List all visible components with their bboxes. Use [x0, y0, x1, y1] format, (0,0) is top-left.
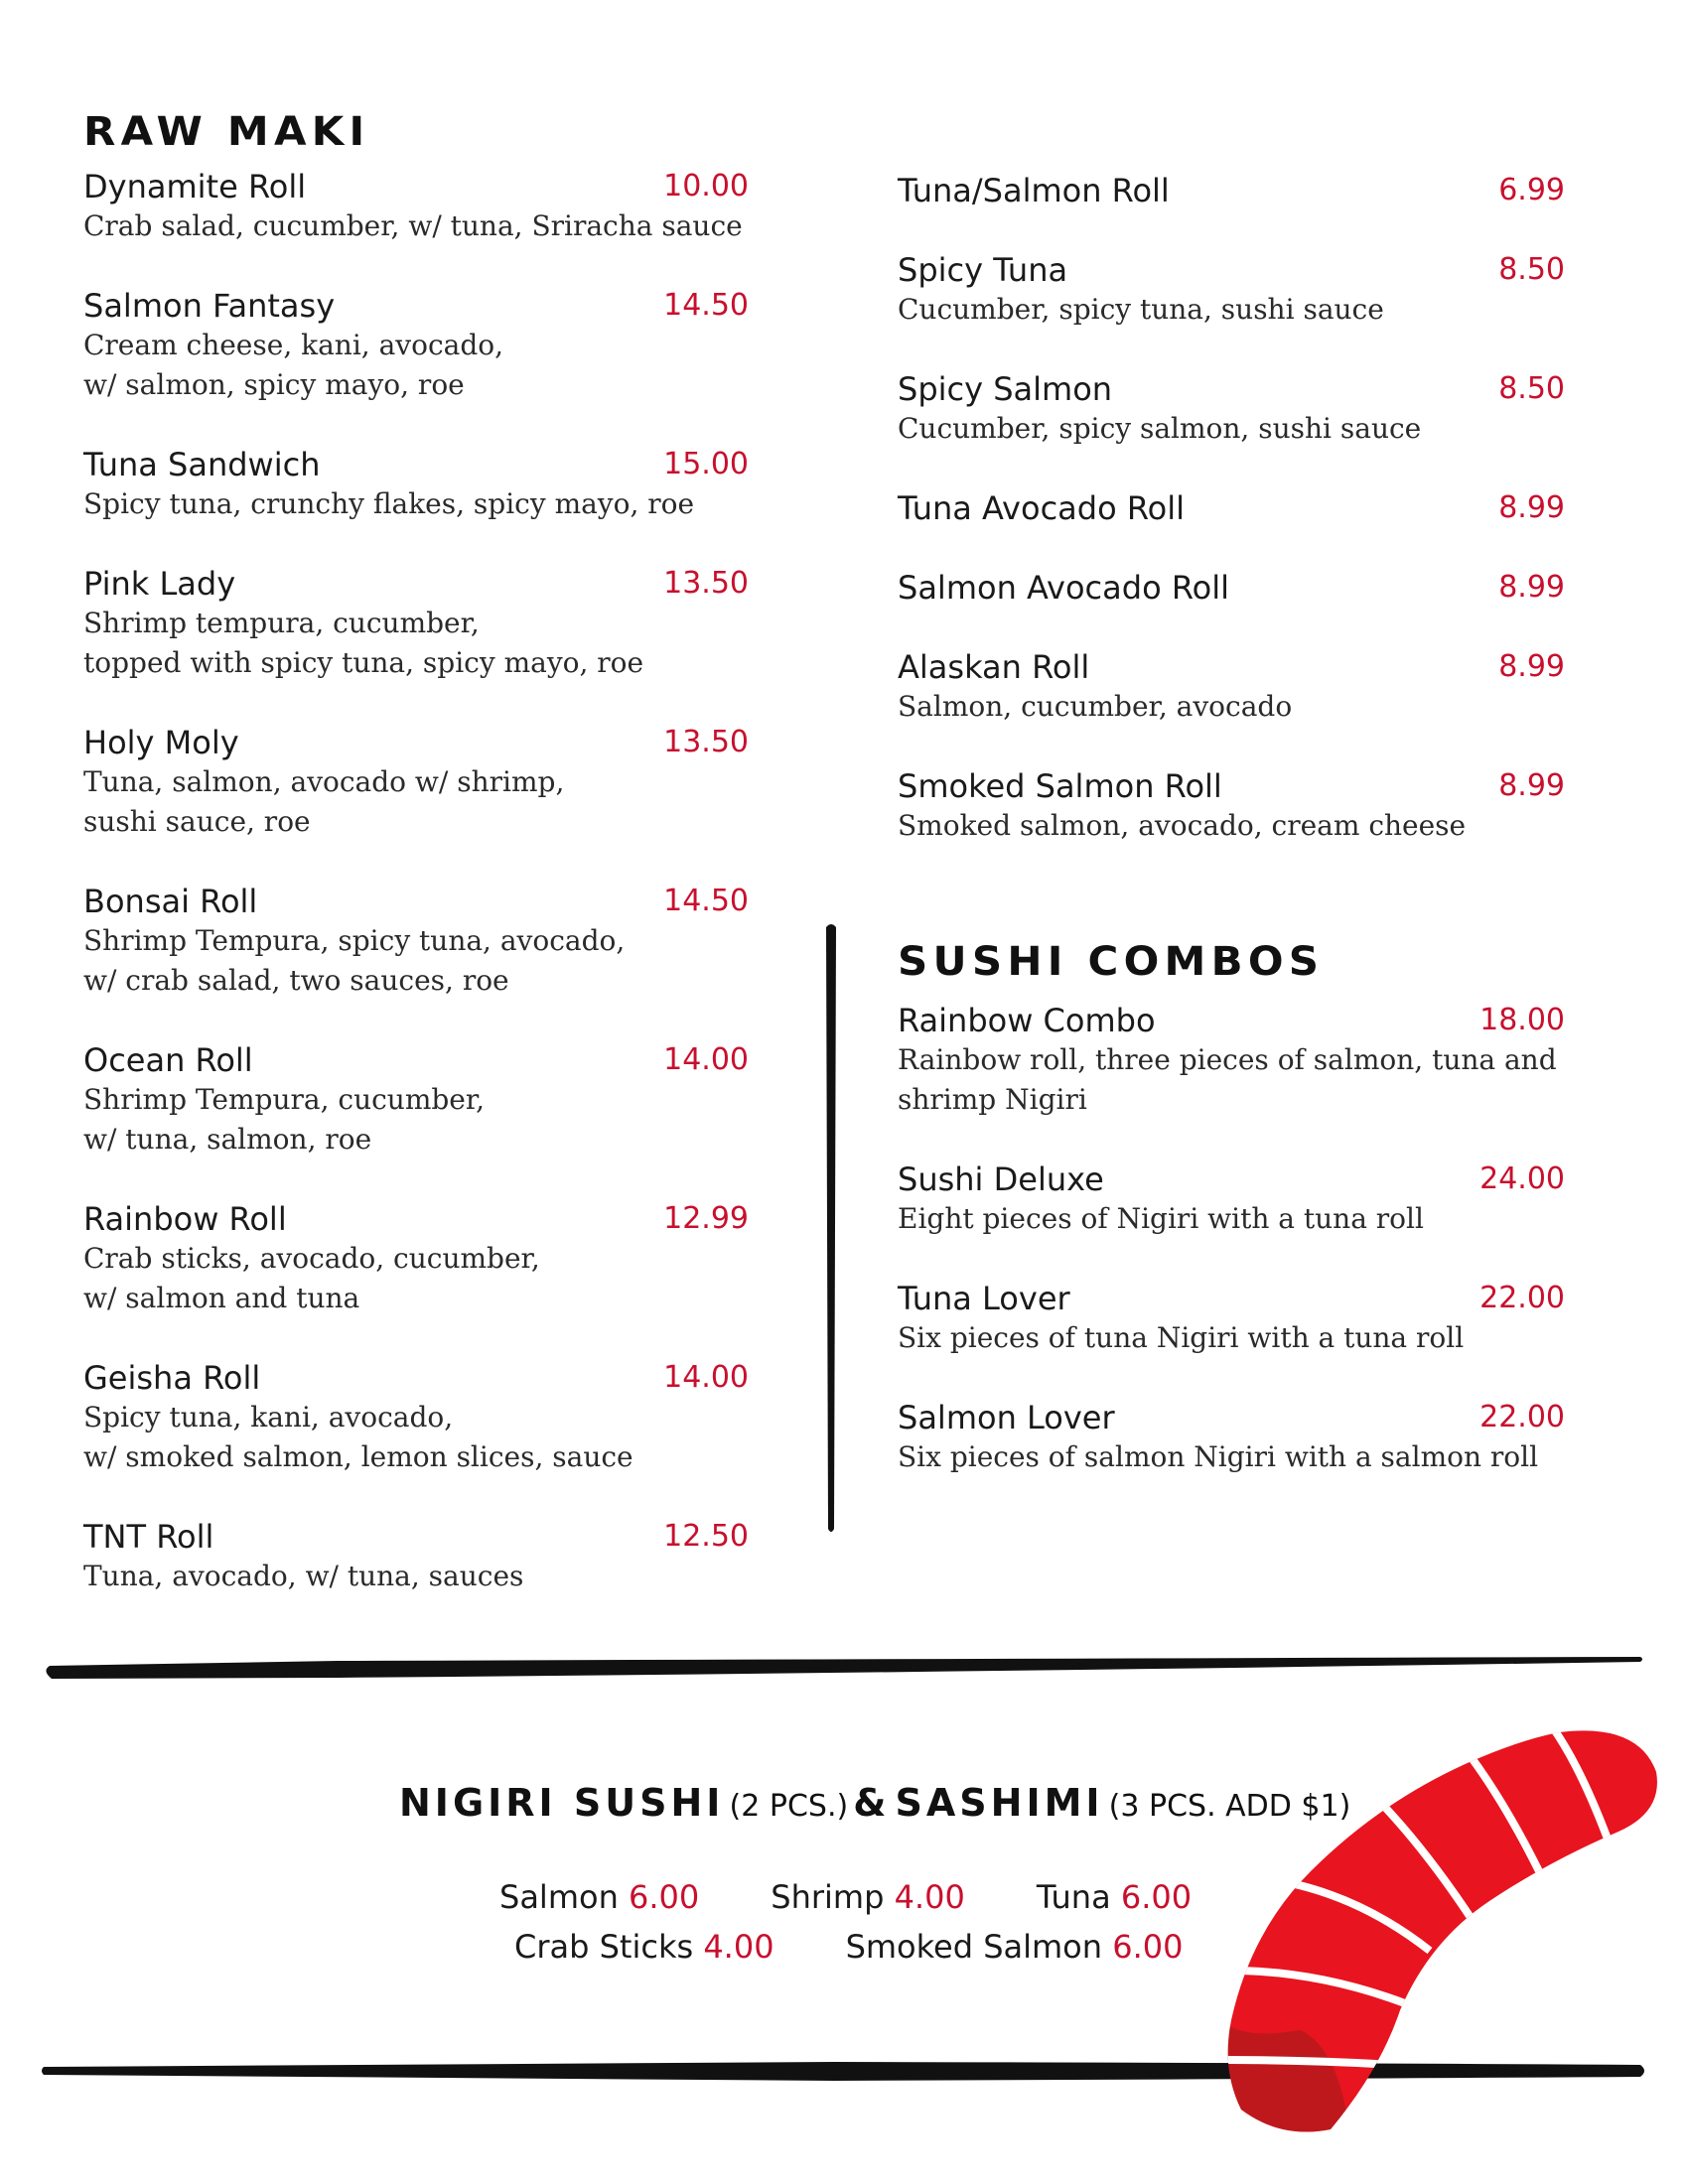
- item-description: Tuna, avocado, w/ tuna, sauces: [83, 1560, 524, 1592]
- item-name: Spicy Tuna: [898, 251, 1068, 289]
- item-price: 8.99: [1498, 490, 1565, 525]
- nigiri-item-tuna: [1037, 1878, 1192, 1916]
- menu-item-ocean-roll: [83, 1040, 749, 1160]
- nigiri-row-2: [514, 1928, 1183, 1966]
- nigiri-name: Smoked Salmon: [845, 1928, 1103, 1966]
- ampersand: &: [853, 1781, 891, 1825]
- nigiri-row-1: [499, 1878, 1192, 1916]
- item-name: Tuna Lover: [898, 1280, 1070, 1317]
- sushi-combos-title: SUSHI COMBOS: [898, 939, 1325, 985]
- item-name: Holy Moly: [83, 724, 239, 761]
- item-name: Tuna/Salmon Roll: [898, 172, 1170, 209]
- item-name: Spicy Salmon: [898, 370, 1113, 408]
- item-description: Cucumber, spicy tuna, sushi sauce: [898, 293, 1384, 326]
- item-price: 15.00: [663, 447, 749, 481]
- menu-item-tuna-salmon-roll: [898, 171, 1565, 210]
- nigiri-price: 6.00: [1112, 1928, 1184, 1966]
- item-price: 6.99: [1498, 173, 1565, 207]
- menu-item-tuna-lover: [898, 1279, 1565, 1358]
- item-description: Crab sticks, avocado, cucumber, w/ salmon and tuna: [83, 1242, 540, 1314]
- item-price: 13.50: [663, 566, 749, 601]
- chopstick-icon: [40, 1653, 1648, 1683]
- nigiri-title: NIGIRI SUSHI: [399, 1781, 725, 1825]
- item-description: Eight pieces of Nigiri with a tuna roll: [898, 1202, 1424, 1235]
- item-price: 24.00: [1479, 1161, 1565, 1196]
- item-name: Tuna Sandwich: [83, 446, 321, 483]
- item-name: Smoked Salmon Roll: [898, 767, 1222, 805]
- item-price: 18.00: [1479, 1003, 1565, 1037]
- menu-item-tnt-roll: [83, 1517, 749, 1596]
- nigiri-name: Crab Sticks: [514, 1928, 694, 1966]
- item-description: Cucumber, spicy salmon, sushi sauce: [898, 412, 1422, 445]
- raw-maki-title: RAW MAKI: [83, 109, 370, 155]
- item-price: 8.50: [1498, 371, 1565, 406]
- menu-item-salmon-fantasy: [83, 286, 749, 405]
- menu-item-bonsai-roll: [83, 882, 749, 1001]
- item-price: 14.00: [663, 1360, 749, 1395]
- item-name: Ocean Roll: [83, 1041, 253, 1079]
- menu-item-spicy-tuna: [898, 250, 1565, 330]
- item-name: Rainbow Combo: [898, 1002, 1156, 1039]
- nigiri-item-smoked-salmon: [846, 1928, 1184, 1966]
- menu-item-rainbow-roll: [83, 1199, 749, 1318]
- nigiri-price: 4.00: [703, 1928, 774, 1966]
- item-name: Salmon Lover: [898, 1399, 1115, 1436]
- item-price: 12.99: [663, 1201, 749, 1236]
- item-price: 8.99: [1498, 768, 1565, 803]
- nigiri-price: 6.00: [1120, 1878, 1193, 1916]
- menu-item-salmon-avocado-roll: [898, 568, 1565, 608]
- item-description: Shrimp tempura, cucumber, topped with spicy tuna, spicy mayo, roe: [83, 607, 644, 679]
- item-description: Six pieces of tuna Nigiri with a tuna roll: [898, 1321, 1465, 1354]
- item-description: Smoked salmon, avocado, cream cheese: [898, 809, 1467, 842]
- menu-item-holy-moly: [83, 723, 749, 842]
- item-price: 12.50: [663, 1519, 749, 1554]
- item-price: 8.50: [1498, 252, 1565, 287]
- item-description: Rainbow roll, three pieces of salmon, tuna and shrimp Nigiri: [898, 1043, 1557, 1116]
- item-description: Tuna, salmon, avocado w/ shrimp, sushi sauce, roe: [83, 765, 565, 838]
- nigiri-name: Tuna: [1036, 1878, 1111, 1916]
- item-name: Rainbow Roll: [83, 1200, 287, 1238]
- menu-item-spicy-salmon: [898, 369, 1565, 449]
- salmon-nigiri-icon: [1221, 1722, 1658, 2139]
- nigiri-pieces-note: (2 PCS.): [729, 1789, 849, 1824]
- item-name: Alaskan Roll: [898, 648, 1090, 686]
- nigiri-item-salmon: [499, 1878, 699, 1916]
- item-price: 22.00: [1479, 1281, 1565, 1315]
- item-name: Salmon Avocado Roll: [898, 569, 1229, 607]
- item-description: Cream cheese, kani, avocado, w/ salmon, spicy mayo, roe: [83, 329, 503, 401]
- item-name: Sushi Deluxe: [898, 1160, 1104, 1198]
- sashimi-title: SASHIMI: [895, 1781, 1104, 1825]
- menu-item-alaskan-roll: [898, 647, 1565, 727]
- item-price: 8.99: [1498, 570, 1565, 605]
- item-name: Salmon Fantasy: [83, 287, 336, 325]
- item-price: 8.99: [1498, 649, 1565, 684]
- item-name: Dynamite Roll: [83, 168, 307, 205]
- nigiri-item-crab-sticks: [514, 1928, 774, 1966]
- item-name: Tuna Avocado Roll: [898, 489, 1185, 527]
- sashimi-pieces-note: (3 PCS. ADD $1): [1108, 1789, 1351, 1824]
- nigiri-price: 6.00: [629, 1878, 700, 1916]
- menu-item-tuna-sandwich: [83, 445, 749, 524]
- item-price: 22.00: [1479, 1400, 1565, 1434]
- item-description: Salmon, cucumber, avocado: [898, 690, 1293, 723]
- menu-item-smoked-salmon-roll: [898, 766, 1565, 846]
- item-description: Shrimp Tempura, spicy tuna, avocado, w/ crab salad, two sauces, roe: [83, 924, 626, 997]
- item-price: 13.50: [663, 725, 749, 759]
- nigiri-price: 4.00: [894, 1878, 965, 1916]
- nigiri-name: Salmon: [499, 1878, 619, 1916]
- item-name: Pink Lady: [83, 565, 236, 603]
- item-description: Six pieces of salmon Nigiri with a salmon roll: [898, 1440, 1539, 1473]
- menu-item-sushi-deluxe: [898, 1160, 1565, 1239]
- menu-item-pink-lady: [83, 564, 749, 683]
- menu-item-rainbow-combo: [898, 1001, 1565, 1120]
- nigiri-name: Shrimp: [771, 1878, 885, 1916]
- item-price: 14.50: [663, 288, 749, 323]
- menu-item-tuna-avocado-roll: [898, 488, 1565, 528]
- item-description: Spicy tuna, kani, avocado, w/ smoked salmon, lemon slices, sauce: [83, 1401, 633, 1473]
- item-price: 14.50: [663, 884, 749, 918]
- item-description: Spicy tuna, crunchy flakes, spicy mayo, roe: [83, 487, 695, 520]
- item-name: Bonsai Roll: [83, 883, 258, 920]
- item-description: Shrimp Tempura, cucumber, w/ tuna, salmon, roe: [83, 1083, 486, 1156]
- menu-item-salmon-lover: [898, 1398, 1565, 1477]
- menu-item-geisha-roll: [83, 1358, 749, 1477]
- item-name: Geisha Roll: [83, 1359, 261, 1397]
- chopstick-icon: [822, 921, 842, 1537]
- item-price: 14.00: [663, 1042, 749, 1077]
- item-name: TNT Roll: [83, 1518, 214, 1556]
- menu-item-dynamite-roll: [83, 167, 749, 246]
- nigiri-item-shrimp: [771, 1878, 965, 1916]
- item-price: 10.00: [663, 169, 749, 204]
- item-description: Crab salad, cucumber, w/ tuna, Sriracha sauce: [83, 209, 743, 242]
